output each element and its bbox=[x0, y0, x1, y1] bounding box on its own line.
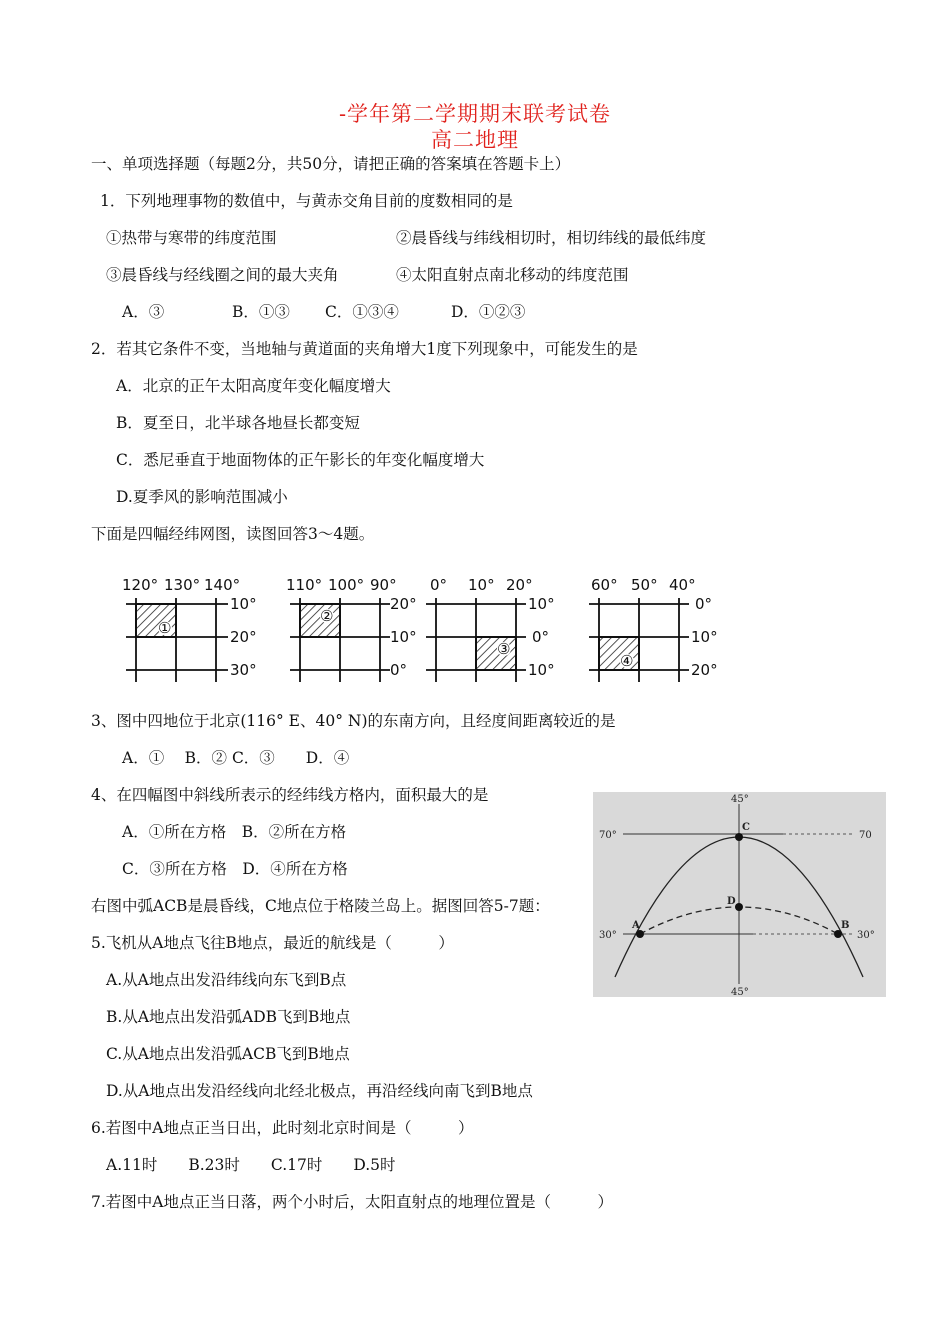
q3-4-intro: 下面是四幅经纬网图，读图回答3～4题。 bbox=[91, 525, 375, 543]
q7-stem: 7.若图中A地点正当日落，两个小时后，太阳直射点的地理位置是（ ） bbox=[91, 1193, 613, 1211]
q1-option-c: C．①③④ bbox=[325, 303, 399, 321]
q2-option-c: C．悉尼垂直于地面物体的正午影长的年变化幅度增大 bbox=[116, 451, 485, 469]
grid-4-right-label-3: 20° bbox=[691, 661, 718, 679]
q6-stem: 6.若图中A地点正当日出，此时刻北京时间是（ ） bbox=[91, 1119, 474, 1137]
q5-stem: 5.飞机从A地点飞往B地点，最近的航线是（ ） bbox=[91, 934, 454, 952]
q2-option-d: D.夏季风的影响范围减小 bbox=[116, 488, 288, 506]
grid-1-mark: ① bbox=[158, 619, 172, 637]
q1-stem: 1．下列地理事物的数值中，与黄赤交角目前的度数相同的是 bbox=[100, 192, 513, 210]
grid-1-top-label-1: 120° bbox=[122, 576, 159, 594]
grid-1-right-label-3: 30° bbox=[230, 661, 257, 679]
q5-option-b: B.从A地点出发沿弧ADB飞到B地点 bbox=[106, 1008, 351, 1026]
lat-lon-grid-4 bbox=[585, 570, 730, 690]
exam-subtitle: 高二地理 bbox=[431, 128, 519, 152]
grid-2-top-label-3: 90° bbox=[370, 576, 397, 594]
grid-3-right-label-1: 10° bbox=[528, 595, 555, 613]
figure-lat70-right-label: 70 bbox=[859, 830, 872, 841]
q5-7-intro: 右图中弧ACB是晨昏线，C地点位于格陵兰岛上。据图回答5-7题： bbox=[91, 897, 550, 915]
q1-item-1: ①热带与寒带的纬度范围 bbox=[106, 229, 277, 247]
q4-options-line-2: C．③所在方格 D．④所在方格 bbox=[122, 860, 348, 878]
grid-3-top-label-2: 10° bbox=[468, 576, 495, 594]
grid-3-top-label-3: 20° bbox=[506, 576, 533, 594]
figure-lat70-left-label: 70° bbox=[599, 830, 617, 841]
figure-point-b: B bbox=[841, 920, 850, 931]
q1-item-3: ③晨昏线与经线圈之间的最大夹角 bbox=[106, 266, 339, 284]
grid-2-top-label-1: 110° bbox=[286, 576, 323, 594]
lat-lon-grid-2 bbox=[282, 570, 422, 690]
q1-option-d: D．①②③ bbox=[451, 303, 526, 321]
grid-3-right-label-3: 10° bbox=[528, 661, 555, 679]
grid-2-mark: ② bbox=[320, 607, 334, 625]
q5-option-d: D.从A地点出发沿经线向北经北极点，再沿经线向南飞到B地点 bbox=[106, 1082, 533, 1100]
q4-options-line-1: A．①所在方格 B．②所在方格 bbox=[122, 823, 347, 841]
grid-4-mark: ④ bbox=[620, 652, 634, 670]
exam-title: -学年第二学期期末联考试卷 bbox=[338, 102, 612, 126]
grid-4-right-label-1: 0° bbox=[695, 595, 713, 613]
grid-2-right-label-1: 20° bbox=[390, 595, 417, 613]
grid-4-right-label-2: 10° bbox=[691, 628, 718, 646]
grid-3-mark: ③ bbox=[497, 640, 511, 658]
grid-2-right-label-2: 10° bbox=[390, 628, 417, 646]
lat-lon-grid-1 bbox=[118, 570, 273, 690]
grid-4-top-label-1: 60° bbox=[591, 576, 618, 594]
lat-lon-grid-3 bbox=[422, 570, 567, 690]
grid-4-top-label-3: 40° bbox=[669, 576, 696, 594]
terminator-figure bbox=[593, 792, 886, 997]
figure-top-meridian-label: 45° bbox=[731, 794, 749, 805]
figure-lat30-right-label: 30° bbox=[857, 930, 875, 941]
q4-stem: 4、在四幅图中斜线所表示的经纬线方格内，面积最大的是 bbox=[91, 786, 489, 804]
q5-option-c: C.从A地点出发沿弧ACB飞到B地点 bbox=[106, 1045, 350, 1063]
q3-options: A．① B．② C．③ D．④ bbox=[122, 749, 350, 767]
section-heading: 一、单项选择题（每题2分，共50分，请把正确的答案填在答题卡上） bbox=[91, 155, 571, 173]
grid-1-right-label-2: 20° bbox=[230, 628, 257, 646]
q1-option-a: A．③ bbox=[122, 303, 165, 321]
figure-bottom-meridian-label: 45° bbox=[731, 987, 749, 997]
q2-option-a: A．北京的正午太阳高度年变化幅度增大 bbox=[116, 377, 391, 395]
grid-2-right-label-3: 0° bbox=[390, 661, 408, 679]
grid-2-top-label-2: 100° bbox=[328, 576, 365, 594]
figure-point-a: A bbox=[632, 920, 640, 931]
grid-3-right-label-2: 0° bbox=[532, 628, 550, 646]
figure-point-c: C bbox=[742, 822, 750, 833]
q6-options: A.11时 B.23时 C.17时 D.5时 bbox=[106, 1156, 396, 1174]
q1-item-4: ④太阳直射点南北移动的纬度范围 bbox=[396, 266, 629, 284]
grid-1-top-label-3: 140° bbox=[204, 576, 241, 594]
q5-option-a: A.从A地点出发沿纬线向东飞到B点 bbox=[106, 971, 347, 989]
q1-option-b: B．①③ bbox=[232, 303, 290, 321]
figure-point-d: D bbox=[727, 896, 736, 907]
q2-option-b: B．夏至日，北半球各地昼长都变短 bbox=[116, 414, 360, 432]
q1-item-2: ②晨昏线与纬线相切时，相切纬线的最低纬度 bbox=[396, 229, 707, 247]
q2-stem: 2．若其它条件不变，当地轴与黄道面的夹角增大1度下列现象中，可能发生的是 bbox=[91, 340, 638, 358]
q3-stem: 3、图中四地位于北京(116° E、40° N)的东南方向，且经度间距离较近的是 bbox=[91, 712, 616, 730]
grid-4-top-label-2: 50° bbox=[631, 576, 658, 594]
figure-lat30-left-label: 30° bbox=[599, 930, 617, 941]
grid-1-right-label-1: 10° bbox=[230, 595, 257, 613]
grid-3-top-label-1: 0° bbox=[430, 576, 448, 594]
grid-1-top-label-2: 130° bbox=[164, 576, 201, 594]
